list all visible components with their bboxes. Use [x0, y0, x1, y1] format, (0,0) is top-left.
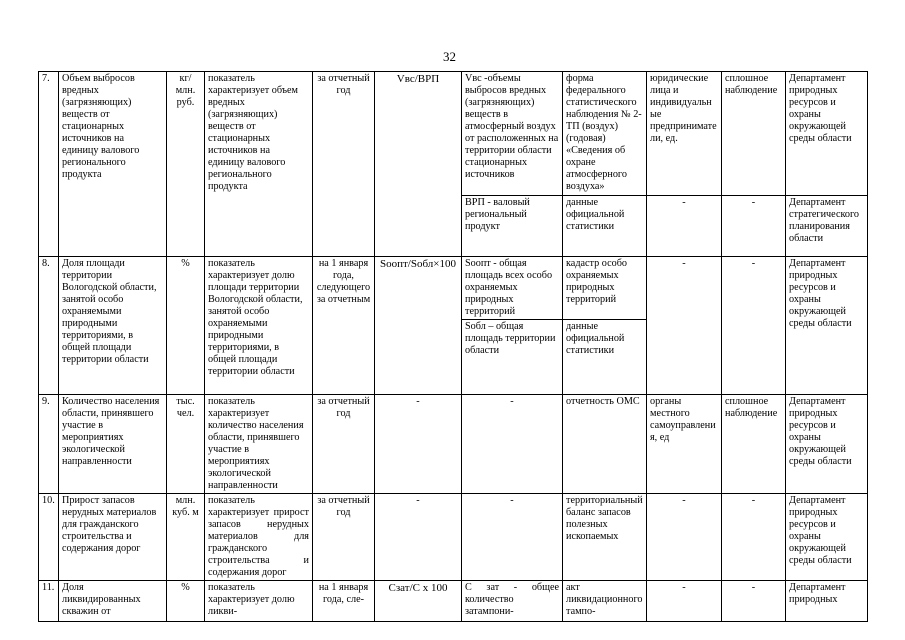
observation-method: сплошное наблюдение — [722, 395, 786, 494]
observation-units: юридические лица и индивидуальные предприниматели, ед. — [647, 72, 722, 196]
period: за отчетный год — [313, 395, 375, 494]
data-source: кадастр особо охраняемых природных территорий — [563, 257, 647, 320]
unit: кг/млн. руб. — [167, 72, 205, 257]
indicators-table — [38, 71, 868, 622]
period: за отчетный год — [313, 72, 375, 257]
indicator-description: показатель характеризует объем вредных (загрязняющих) веществ от стационарных источников на единицу валового регионального продукта — [205, 72, 313, 257]
variable-description: ВРП - валовый региональный продукт — [462, 196, 563, 257]
formula: Vвс/ВРП — [375, 72, 462, 257]
variable-description: Sоопт - общая площадь всех особо охраняемых природных территорий — [462, 257, 563, 320]
observation-method: - — [722, 581, 786, 622]
variable-description: С зат - общее количество затампони- — [462, 581, 563, 622]
row-number: 10. — [39, 494, 59, 581]
responsible-department: Департамент природных ресурсов и охраны окружающей среды области — [786, 72, 868, 196]
observation-method: - — [722, 494, 786, 581]
formula: - — [375, 395, 462, 494]
variable-description: Vвс -объемы выбросов вредных (загрязняющих) веществ в атмосферный воздух от расположенных на территории области стационарных источников — [462, 72, 563, 196]
variable-description: - — [462, 494, 563, 581]
data-source: территориальный баланс запасов полезных ископаемых — [563, 494, 647, 581]
unit: тыс. чел. — [167, 395, 205, 494]
indicator-name: Прирост запасов нерудных материалов для гражданского строительства и содержания дорог — [59, 494, 167, 581]
indicator-description: показатель характеризует долю площади территории Вологодской области, занятой особо охраняемыми природными территориями, в общей площади территории области — [205, 257, 313, 395]
period: за отчетный год — [313, 494, 375, 581]
page-number: 32 — [443, 49, 456, 64]
table-row — [39, 395, 868, 494]
variable-description: Sобл – общая площадь территории области — [462, 320, 563, 395]
table-row — [39, 72, 868, 196]
data-source: данные официальной статистики — [563, 320, 647, 395]
observation-units: органы местного самоуправления, ед — [647, 395, 722, 494]
observation-units: - — [647, 257, 722, 395]
responsible-department: Департамент природных ресурсов и охраны окружающей среды области — [786, 395, 868, 494]
unit: млн. куб. м — [167, 494, 205, 581]
formula: - — [375, 494, 462, 581]
responsible-department: Департамент природных ресурсов и охраны окружающей среды области — [786, 257, 868, 395]
observation-method: сплошное наблюдение — [722, 72, 786, 196]
unit: % — [167, 257, 205, 395]
responsible-department: Департамент природных — [786, 581, 868, 622]
table-row — [39, 257, 868, 320]
formula: Сзат/С х 100 — [375, 581, 462, 622]
unit: % — [167, 581, 205, 622]
indicator-description: показатель характеризует долю ликви- — [205, 581, 313, 622]
data-source: данные официальной статистики — [563, 196, 647, 257]
observation-units: - — [647, 581, 722, 622]
table-row — [39, 581, 868, 622]
data-source: акт ликвидационного тампо- — [563, 581, 647, 622]
responsible-department: Департамент природных ресурсов и охраны окружающей среды области — [786, 494, 868, 581]
observation-method: - — [722, 257, 786, 395]
indicator-name: Доля ликвидированных скважин от — [59, 581, 167, 622]
variable-description: - — [462, 395, 563, 494]
indicator-name: Доля площади территории Вологодской области, занятой особо охраняемыми природными территориями, в общей площади территории области — [59, 257, 167, 395]
period: на 1 января года, сле- — [313, 581, 375, 622]
row-number: 9. — [39, 395, 59, 494]
indicator-name: Объем выбросов вредных (загрязняющих) веществ от стационарных источников на единицу валового регионального продукта — [59, 72, 167, 257]
table-row — [39, 494, 868, 581]
indicator-name: Количество населения области, принявшего участие в мероприятиях экологической направленности — [59, 395, 167, 494]
data-source: отчетность ОМС — [563, 395, 647, 494]
period: на 1 января года, следующего за отчетным — [313, 257, 375, 395]
row-number: 7. — [39, 72, 59, 257]
indicator-description: показатель характеризует прирост запасов нерудных материалов для гражданского строительства и содержания дорог — [205, 494, 313, 581]
data-source: форма федерального статистического наблюдения № 2-ТП (воздух) (годовая) «Сведения об охране атмосферного воздуха» — [563, 72, 647, 196]
observation-method: - — [722, 196, 786, 257]
observation-units: - — [647, 196, 722, 257]
indicator-description: показатель характеризует количество населения области, принявшего участие в мероприятиях экологической направленности — [205, 395, 313, 494]
row-number: 8. — [39, 257, 59, 395]
row-number: 11. — [39, 581, 59, 622]
responsible-department: Департамент стратегического планирования области — [786, 196, 868, 257]
formula: Sоопт/Sобл×100 — [375, 257, 462, 395]
observation-units: - — [647, 494, 722, 581]
